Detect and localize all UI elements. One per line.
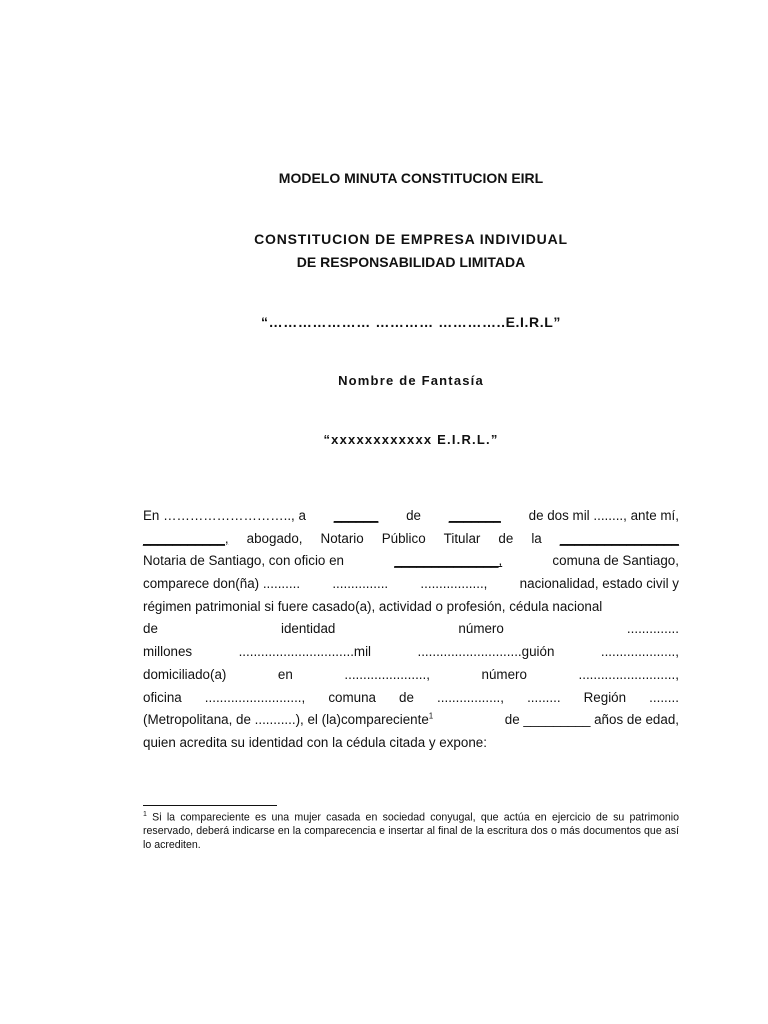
text-segment: ................., (437, 689, 504, 705)
text-segment: comparece don(ña) .......... (143, 576, 301, 592)
text-segment: domiciliado(a) (143, 666, 227, 682)
text-segment: .........................., (578, 666, 679, 682)
blank-lawyer: ___________, (143, 530, 229, 546)
text-segment: de (399, 689, 414, 705)
text-segment: (Metropolitana, de ...........), el (la)compareciente (143, 712, 429, 728)
text-segment: .............. (626, 621, 679, 637)
blank-month: _______ (448, 508, 501, 523)
text-segment: Titular (443, 530, 481, 546)
text-segment: ......................, (344, 666, 430, 682)
text-segment: comuna de Santiago, (552, 553, 679, 569)
text-segment: identidad (280, 621, 336, 637)
text-segment: de (143, 621, 158, 637)
text-segment (143, 709, 433, 732)
text-segment: número (458, 621, 504, 637)
fantasy-name-label: Nombre de Fantasía (338, 373, 484, 388)
body-line (143, 687, 679, 710)
text-segment: en (277, 666, 293, 682)
text-segment: de dos mil ........, ante mí, (528, 508, 679, 523)
text-segment: la (531, 530, 542, 546)
body-line (143, 709, 679, 732)
body-line (143, 732, 679, 755)
company-name-placeholder: “………………… ………… …………..E.I.R.L” (261, 314, 561, 330)
body-line (143, 505, 679, 528)
text-segment: comuna (328, 689, 376, 705)
text-segment: Público (381, 530, 426, 546)
blank-day: ______ (333, 508, 379, 523)
text-segment: ............................guión (417, 644, 555, 660)
text-segment: ................., (420, 576, 488, 592)
appearance-paragraph (143, 505, 679, 755)
blank-office: ______________, (394, 553, 503, 569)
text-segment: ........ (649, 689, 679, 705)
text-segment: Notaria de Santiago, con oficio en (143, 553, 344, 569)
text-segment: En ……………………….., a (143, 508, 306, 523)
text-segment: abogado, (246, 530, 303, 546)
fantasy-name-placeholder: “xxxxxxxxxxxx E.I.R.L.” (323, 432, 499, 447)
text-segment: de (406, 508, 422, 523)
body-line (143, 664, 679, 687)
body-line (143, 550, 679, 573)
body-line (143, 573, 679, 596)
footnote (143, 808, 679, 852)
text-segment: número (481, 666, 527, 682)
text-segment: oficina (143, 689, 182, 705)
text-segment: régimen patrimonial si fuere casado(a), actividad o profesión, cédula nacional (143, 598, 603, 614)
footnote-marker: 1 (143, 811, 147, 818)
blank-notary: ________________ (559, 530, 679, 546)
subtitle-line-1: CONSTITUCION DE EMPRESA INDIVIDUAL (254, 231, 568, 247)
text-segment: Notario (320, 530, 364, 546)
text-segment: de _________ años de edad, (504, 712, 679, 728)
text-segment: millones (143, 644, 193, 660)
subtitle-line-2: DE RESPONSABILIDAD LIMITADA (296, 254, 526, 270)
text-segment: ...............................mil (238, 644, 372, 660)
body-line (143, 596, 679, 619)
footnote-reference: 1 (428, 711, 434, 721)
text-segment: .........................., (204, 689, 306, 705)
body-line (143, 528, 679, 551)
text-segment: ...................., (600, 644, 679, 660)
footnote-text: Si la compareciente es una mujer casada en sociedad conyugal, que actúa en ejercicio de su patrimonio reservado, deberá indicarse en la comparecencia e insertar al final de la escritura dos o más documentos que así lo acrediten. (143, 811, 679, 851)
footnote-divider (143, 805, 277, 806)
body-line (143, 618, 679, 641)
body-line (143, 641, 679, 664)
text-segment: nacionalidad, estado civil y (519, 576, 679, 592)
text-segment: de (498, 530, 514, 546)
text-segment: ......... (527, 689, 561, 705)
text-segment: Región (583, 689, 627, 705)
text-segment: ............... (332, 576, 389, 592)
text-segment: quien acredita su identidad con la cédula citada y expone: (143, 734, 487, 750)
document-title: MODELO MINUTA CONSTITUCION EIRL (278, 170, 544, 186)
